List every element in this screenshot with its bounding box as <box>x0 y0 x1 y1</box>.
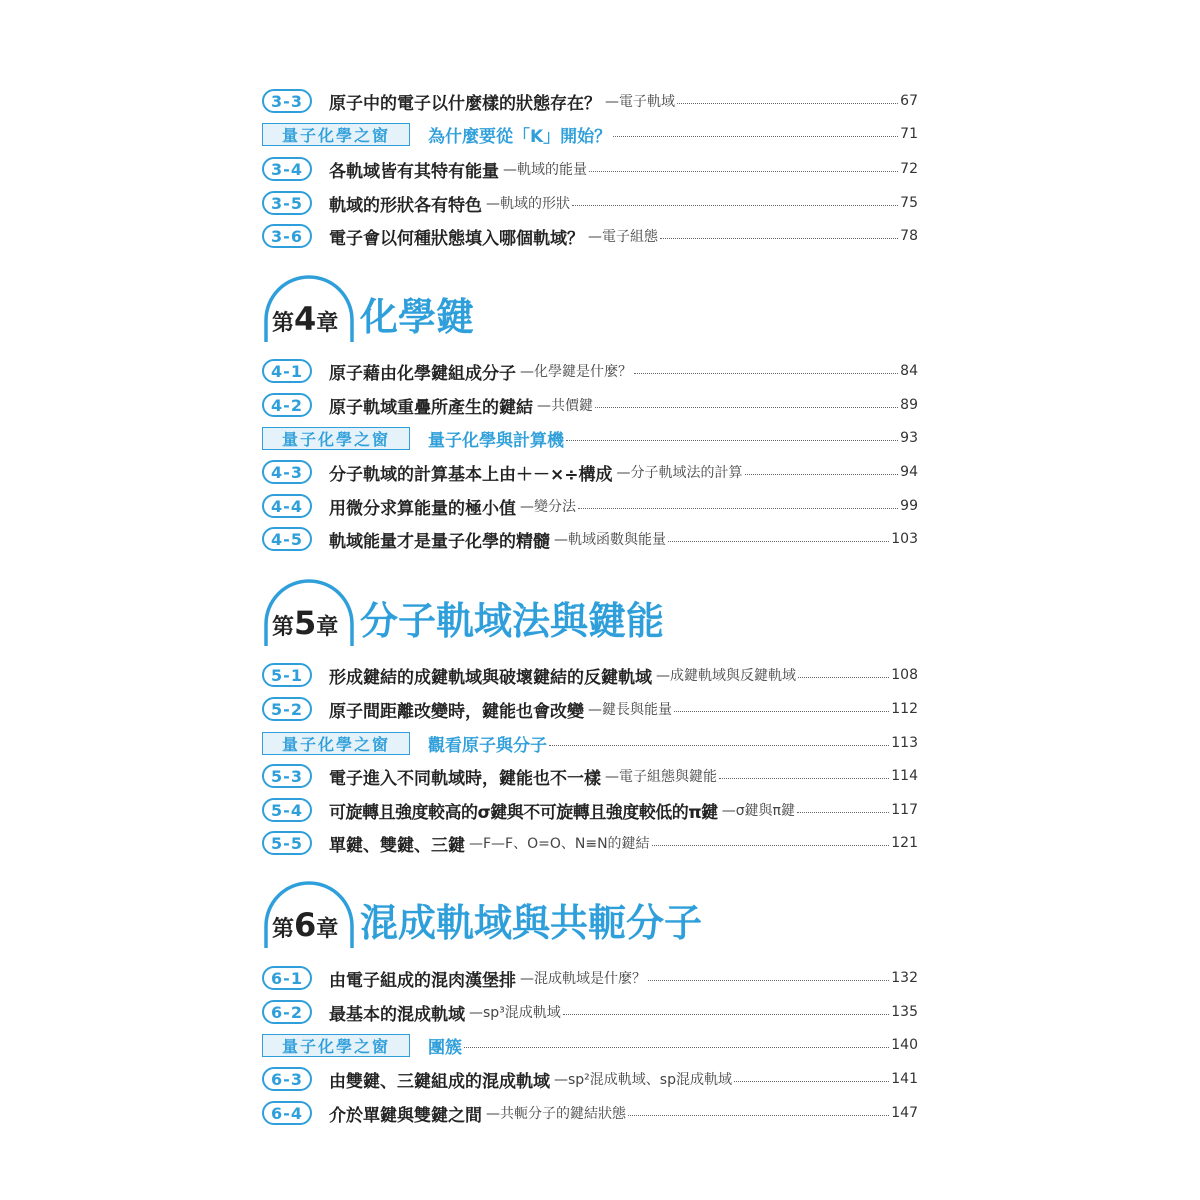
section-badge: 3-3 <box>262 89 312 113</box>
window-badge: 量子化學之窗 <box>262 732 410 755</box>
entry-subtitle: —混成軌域是什麼？ <box>520 971 646 987</box>
entry-subtitle: —變分法 <box>520 499 576 515</box>
toc-entry-5-5[interactable] <box>262 828 918 858</box>
section-badge: 6-2 <box>262 1000 312 1024</box>
section-badge: 6-4 <box>262 1101 312 1125</box>
section-badge: 4-4 <box>262 494 312 518</box>
dot-leader <box>745 474 899 475</box>
toc-entry-3-4[interactable] <box>262 154 918 184</box>
entry-title: 形成鍵結的成鍵軌域與破壞鍵結的反鍵軌域 <box>329 667 652 688</box>
entry-title: 量子化學與計算機 <box>428 430 564 451</box>
entry-title: 分子軌域的計算基本上由＋－×÷構成 <box>329 464 613 485</box>
toc-entry-5-2[interactable] <box>262 694 918 724</box>
toc-entry-3-6[interactable] <box>262 221 918 251</box>
entry-subtitle: —鍵長與能量 <box>588 702 672 718</box>
page-number: 112 <box>891 701 918 717</box>
page-number: 141 <box>891 1071 918 1087</box>
page-number: 135 <box>891 1004 918 1020</box>
dot-leader <box>652 845 890 846</box>
page-number: 121 <box>891 835 918 851</box>
entry-subtitle: —化學鍵是什麼？ <box>520 364 632 380</box>
dot-leader <box>674 711 889 712</box>
toc-entry-4-1[interactable] <box>262 356 918 386</box>
entry-title: 最基本的混成軌域 <box>329 1004 465 1025</box>
section-badge: 4-5 <box>262 527 312 551</box>
page-number: 132 <box>891 970 918 986</box>
page-number: 67 <box>900 93 918 109</box>
section-badge: 4-2 <box>262 393 312 417</box>
chapter-heading-5 <box>262 578 918 648</box>
toc-entry-4-3[interactable] <box>262 457 918 487</box>
chapter-label: 第6章 <box>272 906 339 944</box>
entry-title: 軌域能量才是量子化學的精髓 <box>329 531 550 552</box>
entry-subtitle: —sp³混成軌域 <box>469 1005 561 1021</box>
toc-entry-6-2[interactable] <box>262 997 918 1027</box>
chapter-heading-6 <box>262 880 918 950</box>
section-badge: 5-1 <box>262 663 312 687</box>
dot-leader <box>719 778 889 779</box>
toc-entry-4-4[interactable] <box>262 491 918 521</box>
dot-leader <box>734 1081 889 1082</box>
section-badge: 3-5 <box>262 191 312 215</box>
entry-title: 由雙鍵、三鍵組成的混成軌域 <box>329 1071 550 1092</box>
dot-leader <box>660 238 898 239</box>
entry-subtitle: —軌域的能量 <box>503 162 587 178</box>
entry-title: 各軌域皆有其特有能量 <box>329 161 499 182</box>
section-badge: 5-3 <box>262 764 312 788</box>
chapter-title: 混成軌域與共軛分子 <box>360 901 703 945</box>
entry-subtitle: —共軛分子的鍵結狀態 <box>486 1106 626 1122</box>
dot-leader <box>549 745 889 746</box>
section-badge: 4-3 <box>262 460 312 484</box>
dot-leader <box>797 812 889 813</box>
dot-leader <box>563 1014 889 1015</box>
page-number: 114 <box>891 768 918 784</box>
section-badge: 3-6 <box>262 224 312 248</box>
section-badge: 5-4 <box>262 798 312 822</box>
page-number: 78 <box>900 228 918 244</box>
dot-leader <box>628 1115 889 1116</box>
toc-entry-6-3[interactable] <box>262 1064 918 1094</box>
dot-leader <box>648 980 889 981</box>
dot-leader <box>798 677 889 678</box>
toc-entry-window-4[interactable] <box>262 423 918 453</box>
chapter-title: 分子軌域法與鍵能 <box>360 599 665 643</box>
chapter-label: 第5章 <box>272 604 339 642</box>
dot-leader <box>613 136 898 137</box>
entry-title: 原子軌域重疊所產生的鍵結 <box>329 397 533 418</box>
section-badge: 5-2 <box>262 697 312 721</box>
window-badge: 量子化學之窗 <box>262 123 410 146</box>
dot-leader <box>572 205 898 206</box>
page-number: 140 <box>891 1037 918 1053</box>
entry-title: 軌域的形狀各有特色 <box>329 195 482 216</box>
toc-entry-6-4[interactable] <box>262 1098 918 1128</box>
entry-title: 由電子組成的混肉漢堡排 <box>329 970 516 991</box>
dot-leader <box>464 1047 889 1048</box>
dot-leader <box>634 373 898 374</box>
toc-entry-3-5[interactable] <box>262 188 918 218</box>
toc-entry-3-3[interactable] <box>262 86 918 116</box>
page-number: 117 <box>891 802 918 818</box>
chapter-label: 第4章 <box>272 300 339 338</box>
dot-leader <box>677 103 898 104</box>
page-number: 75 <box>900 195 918 211</box>
entry-title: 電子進入不同軌域時，鍵能也不一樣 <box>329 768 601 789</box>
toc-entry-5-4[interactable] <box>262 795 918 825</box>
section-badge: 4-1 <box>262 359 312 383</box>
section-badge: 6-3 <box>262 1067 312 1091</box>
toc-entry-4-5[interactable] <box>262 524 918 554</box>
window-badge: 量子化學之窗 <box>262 1034 410 1057</box>
entry-title: 觀看原子與分子 <box>428 735 547 756</box>
page-number: 93 <box>900 430 918 446</box>
toc-entry-4-2[interactable] <box>262 390 918 420</box>
entry-title: 原子中的電子以什麼樣的狀態存在？ <box>329 93 601 114</box>
chapter-title: 化學鍵 <box>360 295 475 339</box>
toc-entry-5-3[interactable] <box>262 761 918 791</box>
entry-subtitle: —電子組態 <box>588 229 658 245</box>
section-badge: 3-4 <box>262 157 312 181</box>
entry-subtitle: —成鍵軌域與反鍵軌域 <box>656 668 796 684</box>
dot-leader <box>566 440 898 441</box>
section-badge: 5-5 <box>262 831 312 855</box>
page-number: 113 <box>891 735 918 751</box>
entry-title: 用微分求算能量的極小值 <box>329 498 516 519</box>
toc-entry-window-5[interactable] <box>262 728 918 758</box>
page-number: 103 <box>891 531 918 547</box>
chapter-heading-4 <box>262 274 918 344</box>
page-number: 94 <box>900 464 918 480</box>
page-number: 99 <box>900 498 918 514</box>
toc-entry-6-1[interactable] <box>262 963 918 993</box>
page-number: 71 <box>900 126 918 142</box>
dot-leader <box>668 541 889 542</box>
toc-entry-window-6[interactable] <box>262 1030 918 1060</box>
dot-leader <box>589 171 898 172</box>
entry-title: 原子間距離改變時，鍵能也會改變 <box>329 701 584 722</box>
entry-subtitle: —軌域函數與能量 <box>554 532 666 548</box>
page-number: 84 <box>900 363 918 379</box>
entry-title: 團簇 <box>428 1037 462 1058</box>
entry-title: 原子藉由化學鍵組成分子 <box>329 363 516 384</box>
entry-subtitle: —分子軌域法的計算 <box>616 465 743 481</box>
dot-leader <box>578 508 898 509</box>
entry-title: 電子會以何種狀態填入哪個軌域？ <box>329 228 584 249</box>
toc-entry-5-1[interactable] <box>262 660 918 690</box>
entry-subtitle: —軌域的形狀 <box>486 196 570 212</box>
entry-title: 可旋轉且強度較高的σ鍵與不可旋轉且強度較低的π鍵 <box>329 802 718 823</box>
entry-title: 單鍵、雙鍵、三鍵 <box>329 835 465 856</box>
entry-subtitle: —共價鍵 <box>537 398 593 414</box>
entry-subtitle: —F—F、O=O、N≡N的鍵結 <box>469 836 650 852</box>
dot-leader <box>595 407 898 408</box>
page-number: 72 <box>900 161 918 177</box>
entry-title: 為什麼要從「K」開始？ <box>428 126 612 147</box>
page-number: 147 <box>891 1105 918 1121</box>
window-badge: 量子化學之窗 <box>262 427 410 450</box>
entry-subtitle: —電子軌域 <box>605 94 675 110</box>
page-number: 108 <box>891 667 918 683</box>
section-badge: 6-1 <box>262 966 312 990</box>
toc-entry-window-3[interactable] <box>262 119 918 149</box>
entry-title: 介於單鍵與雙鍵之間 <box>329 1105 482 1126</box>
entry-subtitle: —σ鍵與π鍵 <box>721 803 795 819</box>
entry-subtitle: —sp²混成軌域、sp混成軌域 <box>554 1072 732 1088</box>
entry-subtitle: —電子組態與鍵能 <box>605 769 717 785</box>
page-number: 89 <box>900 397 918 413</box>
